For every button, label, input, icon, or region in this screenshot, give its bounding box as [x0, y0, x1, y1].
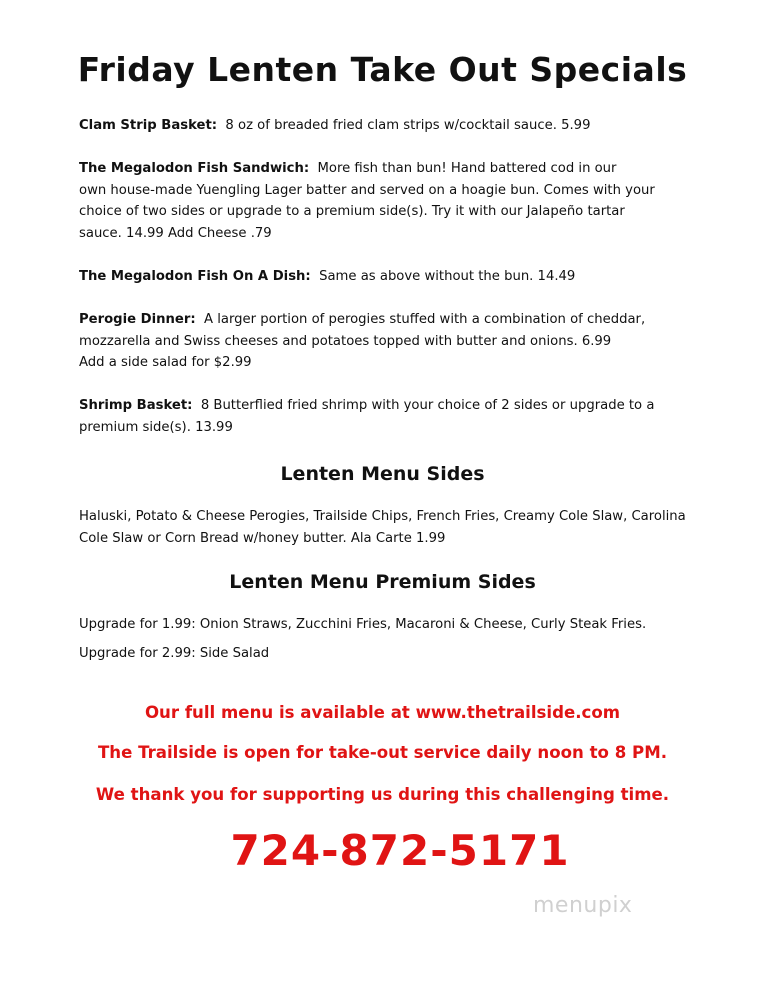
item-description: More fish than bun! Hand battered cod in our: [317, 161, 617, 176]
item-description: own house-made Yuengling Lager batter and served on a hoagie bun. Comes with your: [79, 182, 655, 198]
sides-heading: Lenten Menu Sides: [280, 463, 485, 485]
item-name: The Megalodon Fish Sandwich:: [79, 161, 310, 176]
phone-number: 724-872-5171: [230, 826, 570, 875]
item-description: Add a side salad for $2.99: [79, 355, 252, 371]
item-description: 8 oz of breaded fried clam strips w/cocktail sauce. 5.99: [225, 118, 591, 133]
item-line: [79, 115, 719, 137]
item-shrimp-basket: [79, 395, 719, 438]
item-line: [79, 309, 719, 331]
menu-notice: Our full menu is available at www.thetrailside.com: [144, 703, 621, 722]
item-line: [79, 395, 719, 417]
item-description: choice of two sides or upgrade to a premium side(s). Try it with our Jalapeño tartar: [79, 204, 625, 220]
premium-line: Upgrade for 1.99: Onion Straws, Zucchini Fries, Macaroni & Cheese, Curly Steak Fries.: [79, 617, 647, 632]
premium-upgrade-1: [79, 614, 719, 636]
item-name: The Megalodon Fish On A Dish:: [79, 269, 311, 284]
item-name: Clam Strip Basket:: [79, 118, 218, 133]
sides-list: [79, 506, 719, 549]
item-name: Shrimp Basket:: [79, 398, 193, 413]
item-description: A larger portion of perogies stuffed with a combination of cheddar,: [204, 312, 646, 327]
sides-line: Cole Slaw or Corn Bread w/honey butter. Ala Carte 1.99: [79, 530, 446, 546]
page-title: Friday Lenten Take Out Specials: [77, 50, 688, 89]
item-description: Same as above without the bun. 14.49: [319, 269, 576, 284]
premium-line: Upgrade for 2.99: Side Salad: [79, 646, 270, 661]
item-name: Perogie Dinner:: [79, 312, 196, 327]
premium-sides-heading: Lenten Menu Premium Sides: [229, 571, 536, 593]
item-megalodon-sandwich: [79, 158, 719, 244]
watermark-logo: menupix: [533, 893, 633, 918]
sides-line: Haluski, Potato & Cheese Perogies, Trailside Chips, French Fries, Creamy Cole Slaw, Carolina: [79, 509, 686, 524]
thanks-notice: We thank you for supporting us during this challenging time.: [95, 785, 670, 804]
item-description: premium side(s). 13.99: [79, 419, 233, 435]
item-megalodon-dish: [79, 266, 719, 288]
item-line: [79, 266, 719, 288]
item-perogie-dinner: [79, 309, 719, 374]
premium-upgrade-2: [79, 643, 719, 665]
item-clam-strip-basket: [79, 115, 719, 137]
hours-notice: The Trailside is open for take-out service daily noon to 8 PM.: [97, 743, 668, 762]
item-description: mozzarella and Swiss cheeses and potatoes topped with butter and onions. 6.99: [79, 333, 612, 349]
item-description: sauce. 14.99 Add Cheese .79: [79, 225, 272, 241]
item-line: [79, 158, 719, 180]
item-description: 8 Butterflied fried shrimp with your choice of 2 sides or upgrade to a: [200, 398, 655, 413]
